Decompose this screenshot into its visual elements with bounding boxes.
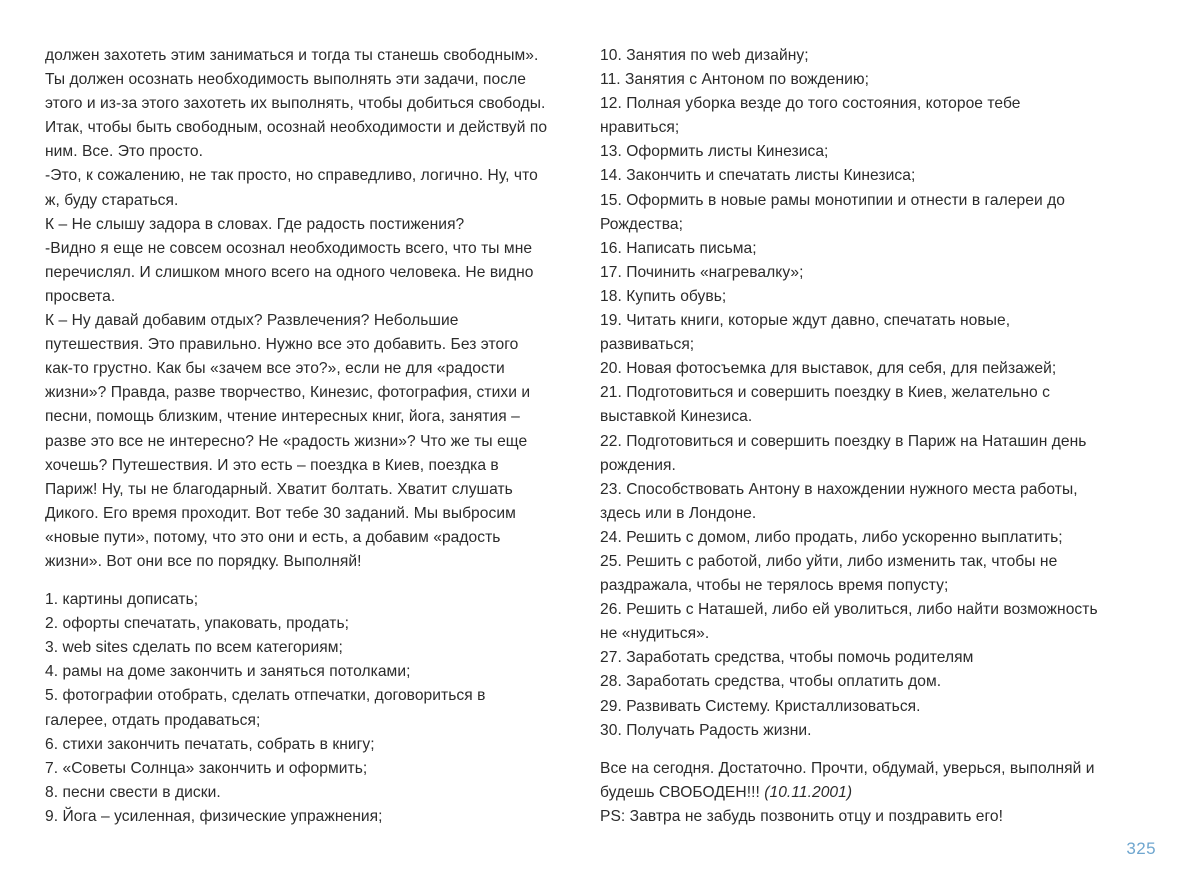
list-item-line: выставкой Кинезиса.	[600, 408, 753, 426]
entry-date: (10.11.2001)	[764, 783, 853, 801]
list-item-line: 28. Заработать средства, чтобы оплатить дом.	[600, 673, 942, 691]
left-column-content	[45, 44, 565, 829]
text-line: Париж! Ну, ты не благодарный. Хватит болтать. Хватит слушать	[45, 480, 513, 498]
right-column	[600, 44, 1155, 829]
text-line: К – Ну давай добавим отдых? Развлечения? Небольшие	[45, 312, 459, 330]
two-column-body	[45, 44, 1155, 829]
list-item-line: 15. Оформить в новые рамы монотипии и отнести в галереи до	[600, 191, 1065, 209]
paragraph-gap	[600, 743, 1140, 757]
list-item-line: 1. картины дописать;	[45, 591, 199, 609]
list-item-line: 4. рамы на доме закончить и заняться потолками;	[45, 663, 411, 681]
text-line: Итак, чтобы быть свободным, осознай необходимости и действуй по	[45, 119, 548, 137]
text-line: ж, буду стараться.	[45, 191, 179, 209]
text-line: «новые пути», потому, что это они и есть, а добавим «радость	[45, 528, 501, 546]
text-line: этого и из-за этого захотеть их выполнять, чтобы добиться свободы.	[45, 95, 546, 113]
list-item-line: 10. Занятия по web дизайну;	[600, 47, 809, 64]
list-item-line: 17. Починить «нагревалку»;	[600, 263, 804, 281]
text-line: путешествия. Это правильно. Нужно все это добавить. Без этого	[45, 336, 519, 354]
text-line: жизни». Вот они все по порядку. Выполняй!	[45, 552, 362, 570]
list-item-line: 5. фотографии отобрать, сделать отпечатки, договориться в	[45, 687, 486, 705]
text-line: как-то грустно. Как бы «зачем все это?», если не для «радости	[45, 360, 505, 378]
list-item-line: галерее, отдать продаваться;	[45, 711, 261, 729]
list-item-line: не «нудиться».	[600, 625, 710, 643]
list-item-line: 30. Получать Радость жизни.	[600, 721, 812, 739]
list-item-line: 23. Способствовать Антону в нахождении нужного места работы,	[600, 480, 1078, 498]
right-column-content	[600, 44, 1140, 829]
text-line: -Это, к сожалению, не так просто, но справедливо, логично. Ну, что	[45, 167, 538, 185]
list-item-line: 21. Подготовиться и совершить поездку в Киев, желательно с	[600, 384, 1050, 402]
list-item-line: 7. «Советы Солнца» закончить и оформить;	[45, 759, 368, 777]
list-item-line: 9. Йога – усиленная, физические упражнения;	[45, 807, 383, 825]
list-item-line: 25. Решить с работой, либо уйти, либо изменить так, чтобы не	[600, 552, 1058, 570]
list-item-line: 19. Читать книги, которые ждут давно, спечатать новые,	[600, 312, 1011, 330]
text-line: ним. Все. Это просто.	[45, 143, 204, 161]
list-item-line: 12. Полная уборка везде до того состояния, которое тебе	[600, 95, 1021, 113]
list-item-line: раздражала, чтобы не терялось время попусту;	[600, 577, 949, 595]
text-line: перечислял. И слишком много всего на одного человека. Не видно	[45, 263, 534, 281]
text-line: Ты должен осознать необходимость выполнять эти задачи, после	[45, 71, 526, 89]
list-item-line: 18. Купить обувь;	[600, 287, 727, 305]
text-line: просвета.	[45, 287, 116, 305]
postscript-line: PS: Завтра не забудь позвонить отцу и поздравить его!	[600, 807, 1004, 825]
text-line	[600, 781, 1140, 805]
text-line: Все на сегодня. Достаточно. Прочти, обдумай, уверься, выполняй и	[600, 759, 1095, 777]
list-item-line: 6. стихи закончить печатать, собрать в книгу;	[45, 735, 375, 753]
text-line: хочешь? Путешествия. И это есть – поездка в Киев, поездка в	[45, 456, 499, 474]
list-item-line: 29. Развивать Систему. Кристаллизоваться.	[600, 697, 921, 715]
paragraph-gap	[45, 574, 565, 588]
list-item-line: 14. Закончить и спечатать листы Кинезиса;	[600, 167, 916, 185]
text-line: -Видно я еще не совсем осознал необходимость всего, что ты мне	[45, 239, 533, 257]
list-item-line: 27. Заработать средства, чтобы помочь родителям	[600, 649, 974, 667]
page-number: 325	[1126, 839, 1156, 858]
list-item-line: 2. офорты спечатать, упаковать, продать;	[45, 615, 350, 633]
list-item-line: 26. Решить с Наташей, либо ей уволиться, либо найти возможность	[600, 601, 1098, 619]
list-item-line: Рождества;	[600, 215, 683, 233]
list-item-line: 24. Решить с домом, либо продать, либо ускоренно выплатить;	[600, 528, 1063, 546]
list-item-line: 11. Занятия с Антоном по вождению;	[600, 71, 870, 89]
list-item-line: 16. Написать письма;	[600, 239, 757, 257]
list-item-line: нравиться;	[600, 119, 680, 137]
list-item-line: развиваться;	[600, 336, 695, 354]
text-line: должен захотеть этим заниматься и тогда ты станешь свободным».	[45, 47, 539, 64]
text-line: песни, помощь близким, чтение интересных книг, йога, занятия –	[45, 408, 520, 426]
text-line: К – Не слышу задора в словах. Где радость постижения?	[45, 215, 465, 233]
list-item-line: 8. песни свести в диски.	[45, 783, 221, 801]
list-item-line: рождения.	[600, 456, 676, 474]
text-line: разве это все не интересно? Не «радость жизни»? Что же ты еще	[45, 432, 528, 450]
text-line: Дикого. Его время проходит. Вот тебе 30 заданий. Мы выбросим	[45, 504, 516, 522]
text-line: жизни»? Правда, разве творчество, Кинезис, фотография, стихи и	[45, 384, 531, 402]
left-column	[45, 44, 600, 829]
list-item-line: 3. web sites сделать по всем категориям;	[45, 639, 343, 657]
list-item-line: 22. Подготовиться и совершить поездку в Париж на Наташин день	[600, 432, 1087, 450]
list-item-line: здесь или в Лондоне.	[600, 504, 757, 522]
closing-statement: будешь СВОБОДЕН!!!	[600, 783, 765, 801]
list-item-line: 13. Оформить листы Кинезиса;	[600, 143, 829, 161]
list-item-line: 20. Новая фотосъемка для выставок, для себя, для пейзажей;	[600, 360, 1057, 378]
